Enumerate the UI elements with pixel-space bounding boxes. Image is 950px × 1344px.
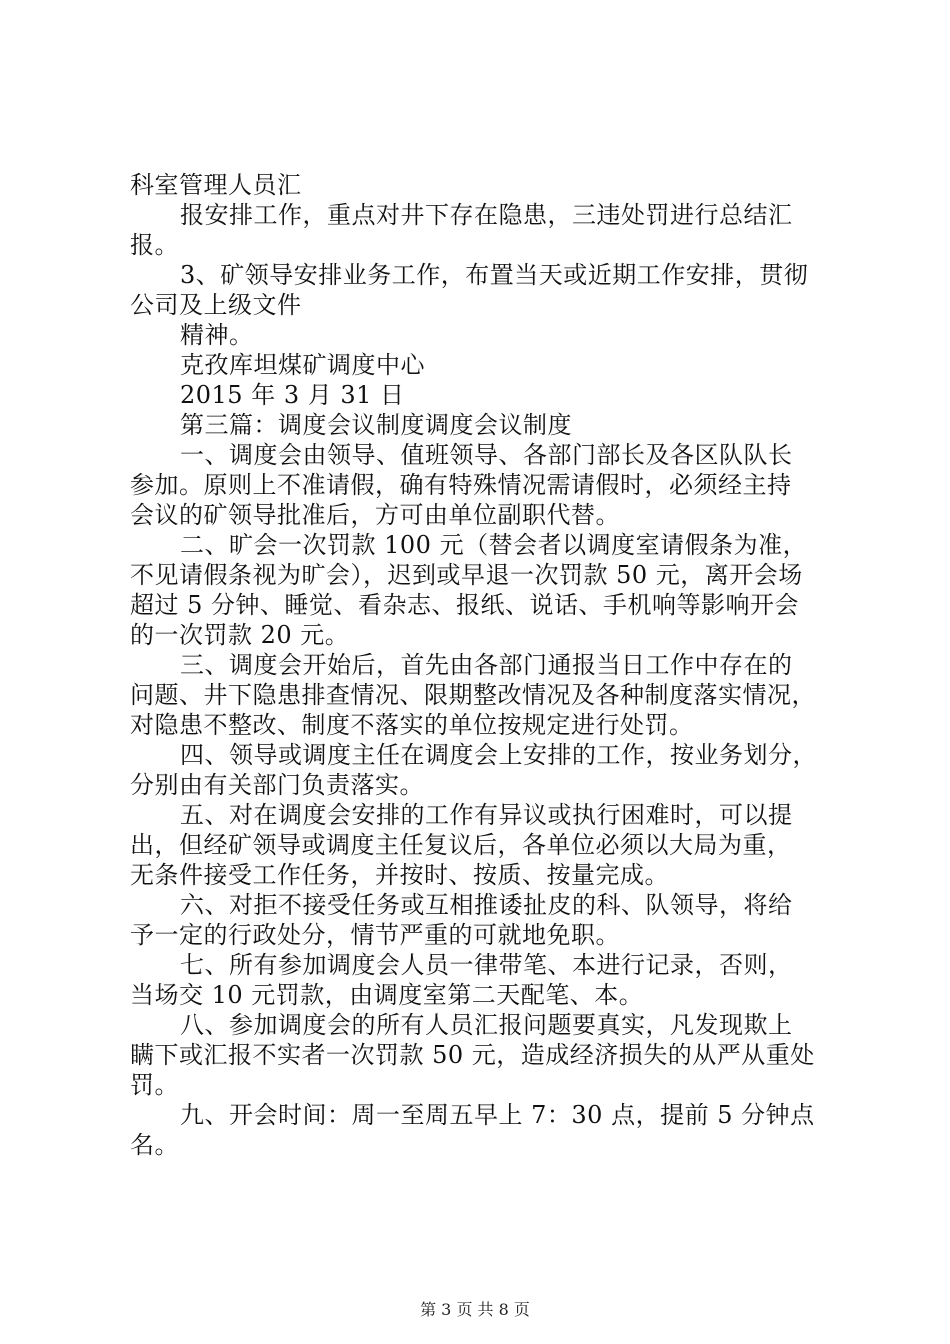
text-line: 三、调度会开始后，首先由各部门通报当日工作中存在的: [180, 651, 793, 679]
document-body: [130, 170, 830, 1160]
text-line: 六、对拒不接受任务或互相推诿扯皮的科、队领导，将给: [180, 891, 793, 919]
text-line: 当场交 10 元罚款，由调度室第二天配笔、本。: [130, 981, 644, 1009]
text-line: 出，但经矿领导或调度主任复议后，各单位必须以大局为重，: [130, 831, 792, 859]
text-line: 的一次罚款 20 元。: [130, 621, 350, 649]
text-line: 克孜库坦煤矿调度中心: [180, 351, 425, 379]
text-line: 报。: [130, 231, 179, 259]
text-line: 予一定的行政处分，情节严重的可就地免职。: [130, 921, 620, 949]
text-line: 参加。原则上不准请假，确有特殊情况需请假时，必须经主持: [130, 471, 792, 499]
text-line: 五、对在调度会安排的工作有异议或执行困难时，可以提: [180, 801, 793, 829]
text-line: 二、旷会一次罚款 100 元（替会者以调度室请假条为准，: [180, 531, 808, 559]
text-line: 一、调度会由领导、值班领导、各部门部长及各区队队长: [180, 441, 793, 469]
text-line: 超过 5 分钟、睡觉、看杂志、报纸、说话、手机响等影响开会: [130, 591, 800, 619]
text-line: 罚。: [130, 1071, 179, 1099]
page-number-label: 第 3 页 共 8 页: [420, 1300, 530, 1319]
text-line: 四、领导或调度主任在调度会上安排的工作，按业务划分，: [180, 741, 817, 769]
text-line: 分别由有关部门负责落实。: [130, 771, 424, 799]
text-line: 第三篇：调度会议制度调度会议制度: [180, 411, 572, 439]
text-line: 八、参加调度会的所有人员汇报问题要真实，凡发现欺上: [180, 1011, 793, 1039]
text-line: 对隐患不整改、制度不落实的单位按规定进行处罚。: [130, 711, 694, 739]
text-line: 会议的矿领导批准后，方可由单位副职代替。: [130, 501, 620, 529]
text-line: 瞒下或汇报不实者一次罚款 50 元，造成经济损失的从严从重处: [130, 1041, 815, 1069]
text-line: 精神。: [180, 321, 254, 349]
text-line: 公司及上级文件: [130, 291, 302, 319]
page-footer: [0, 1300, 950, 1320]
text-line: 问题、井下隐患排查情况、限期整改情况及各种制度落实情况，: [130, 681, 816, 709]
text-line: 3、矿领导安排业务工作，布置当天或近期工作安排，贯彻: [180, 261, 809, 289]
text-line: 2015 年 3 月 31 日: [180, 381, 405, 409]
text-line: 报安排工作，重点对井下存在隐患，三违处罚进行总结汇: [180, 201, 793, 229]
text-line: 九、开会时间：周一至周五早上 7：30 点，提前 5 分钟点: [180, 1101, 815, 1129]
text-line: 科室管理人员汇: [130, 171, 302, 199]
text-line: 无条件接受工作任务，并按时、按质、按量完成。: [130, 861, 669, 889]
text-line: 不见请假条视为旷会），迟到或早退一次罚款 50 元，离开会场: [130, 561, 803, 589]
text-line: 七、所有参加调度会人员一律带笔、本进行记录，否则，: [180, 951, 793, 979]
text-line: 名。: [130, 1131, 179, 1159]
